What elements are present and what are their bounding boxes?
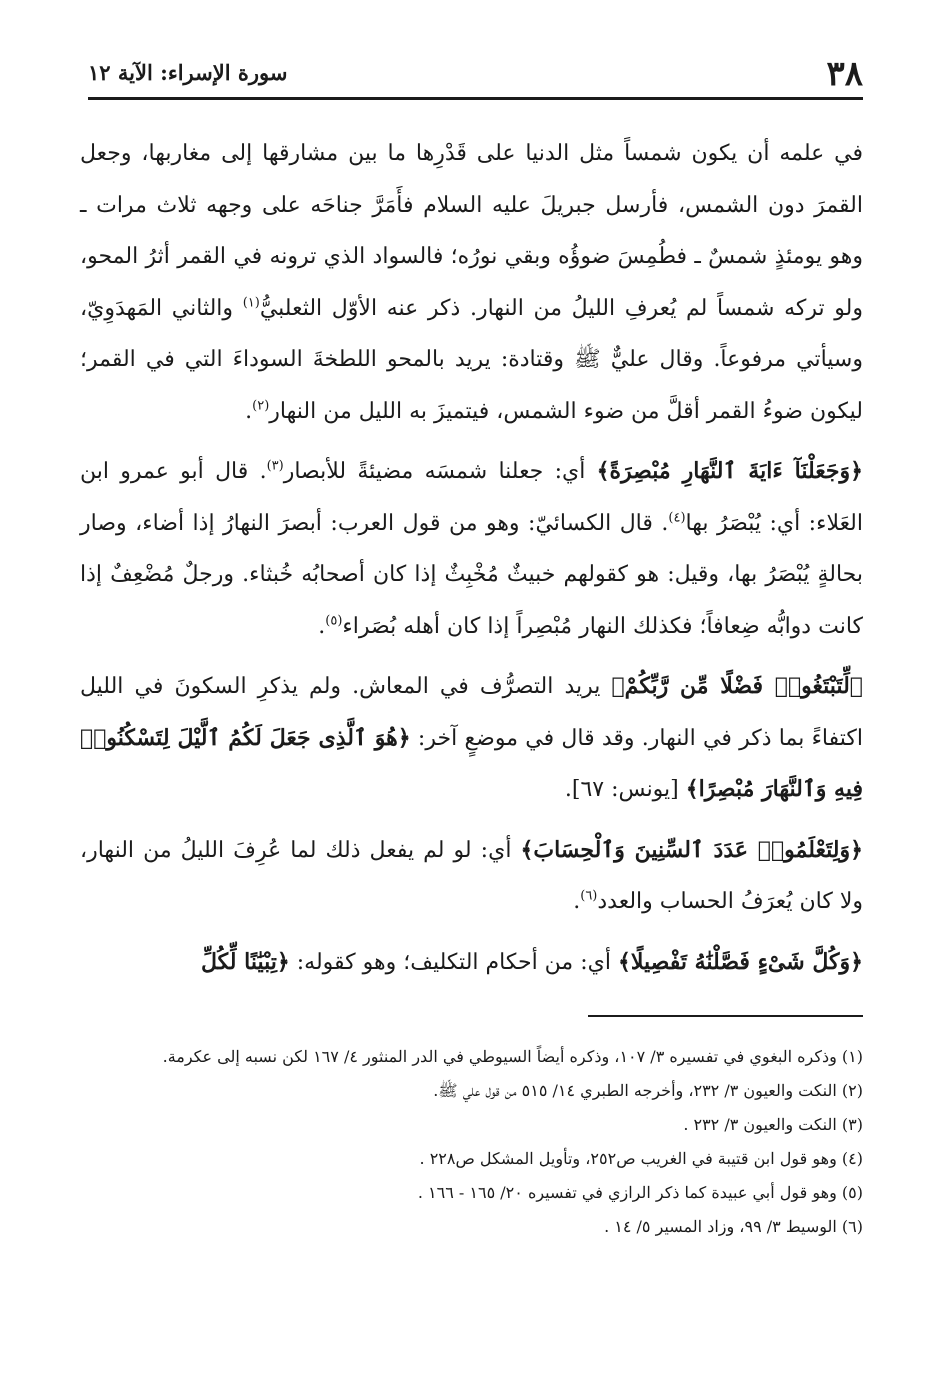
footnote-marker: (٢) (252, 398, 270, 414)
body-text (80, 128, 863, 988)
quran-verse: ﴿وَكُلَّ شَىْءٍ فَصَّلْنَٰهُ تَفْصِيلًا﴾ (617, 948, 863, 975)
text-run: [يونس: ٦٧]. (564, 777, 686, 802)
header-rule (88, 97, 863, 100)
footnote: (٦) الوسيط ٣/ ٩٩، وزاد المسير ٥/ ١٤ . (604, 1217, 863, 1236)
text-run: يريد التصرُّف في المعاش. ولم يذكرِ السكونَ في الليل اكتفاءً بما ذكر في النهار. وقد قال في موضعٍ آخر: (80, 674, 863, 751)
footnote: (٤) وهو قول ابن قتيبة في الغريب ص٢٥٢، وتأويل المشكل ص٢٢٨ . (419, 1149, 863, 1168)
footnote-separator (588, 1015, 863, 1017)
footnote-marker: (٦) (580, 888, 598, 904)
footnote-marker: (٣) (266, 458, 284, 474)
text-run: . (318, 613, 326, 639)
paragraph (80, 128, 863, 437)
footnote-marker: (٤) (668, 510, 686, 526)
footnote: (٣) النكت والعيون ٣/ ٢٣٢ . (683, 1115, 863, 1134)
text-run: . (245, 398, 253, 424)
text-run: . قال أبو عمرو ابن العَلاء: أي: يُبْصَرُ بها (80, 459, 863, 536)
text-run: أي: لو لم يفعل ذلك لما عُرِفَ الليلُ من النهار، ولا كان يُعرَفُ الحساب والعدد (80, 837, 863, 914)
paragraph (80, 446, 863, 652)
running-title: سورة الإسراء: الآية ١٢ (88, 60, 288, 85)
text-run: أي: جعلنا شمسَه مضيئةً للأبصار (283, 459, 597, 484)
quran-verse: ﴿هُوَ ٱلَّذِى جَعَلَ لَكُمُ ٱلَّيْلَ لِتَسْكُنُوا۟ فِيهِ وَٱلنَّهَارَ مُبْصِرًا﴾ (80, 724, 863, 802)
paragraph (80, 825, 863, 928)
text-run: والثاني المَهدَوِيّ، وسيأتي مرفوعاً. وقال عليٌّ ﷺ وقتادة: يريد بالمحو اللطخةَ السوداءَ التي في القمر؛ ليكون ضوءُ القمر أقلَّ من ضوء الشمس، فيتميزَ به الليل من النهار (80, 295, 863, 424)
text-run: أي: من أحكام التكليف؛ وهو كقوله: (289, 949, 618, 975)
paragraph (80, 937, 863, 989)
footnote: (١) وذكره البغوي في تفسيره ٣/ ١٠٧، وذكره أيضاً السيوطي في الدر المنثور ٤/ ١٦٧ لكن نسبه إلى عكرمة. (162, 1047, 863, 1066)
footnotes (80, 1042, 863, 1246)
footnote-marker: (١) (242, 295, 260, 311)
page-number: ٣٨ (826, 54, 863, 94)
text-run: في علمه أن يكون شمساً مثل الدنيا على قَدْرِها ما بين مشارقها إلى مغاربها، وجعل القمرَ دون الشمس، فأرسل جبريلَ عليه السلام فأَمَرَّ جناحَه على وجهه ثلاث مرات ـ وهو يومئذٍ شمسٌ ـ فطُمِسَ ضوؤُه وبقي نورُه؛ فالسواد الذي ترونه في القمر أثرُ المحو، ولو تركه شمساً لم يُعرفِ الليلُ من النهار. ذكر عنه الأوّل الثعلبيُّ (80, 141, 863, 321)
footnote: (٥) وهو قول أبي عبيدة كما ذكر الرازي في تفسيره ٢٠/ ١٦٥ - ١٦٦ . (417, 1183, 863, 1202)
footnote-marker: (٥) (325, 613, 343, 629)
text-run: . (573, 889, 581, 914)
quran-verse: ﴿لِّتَبْتَغُوا۟ فَضْلًا مِّن رَّبِّكُمْ﴾ (611, 673, 863, 699)
footnote: (٢) النكت والعيون ٣/ ٢٣٢، وأخرجه الطبري ١٤/ ٥١٥ من قول علي ﷺ. (433, 1081, 863, 1100)
text-run: . قال الكسائيّ: وهو من قول العرب: أبصرَ النهارُ إذا أضاء، وصار بحالةٍ يُبْصَرُ بها، وقيل: هو كقولهم خبيثٌ مُخْبِثٌ إذا كان أصحابُه خُبثاء. ورجلٌ مُضْعِفٌ إذا كانت دوابُّه ضِعافاً؛ فكذلك النهار مُبْصِراً إذا كان أهله بُصَراء (80, 510, 863, 639)
quran-verse: ﴿وَجَعَلْنَآ ءَايَةَ ٱلنَّهَارِ مُبْصِرَةً﴾ (596, 458, 863, 484)
quran-verse: ﴿تِبْيَٰنًا لِّكُلِّ (200, 948, 290, 975)
quran-verse: ﴿وَلِتَعْلَمُوا۟ عَدَدَ ٱلسِّنِينَ وَٱلْحِسَابَ﴾ (520, 836, 863, 863)
page-header (88, 52, 863, 96)
paragraph (80, 661, 863, 816)
